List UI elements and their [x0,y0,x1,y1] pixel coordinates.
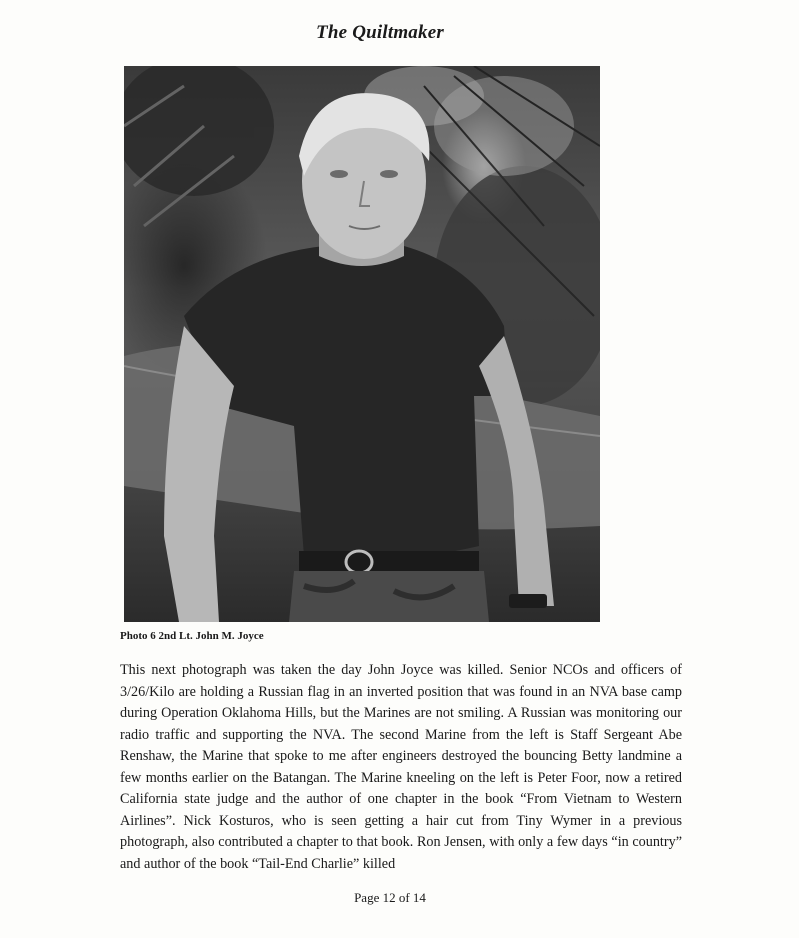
figure-shirt [184,246,509,559]
figure-belt [299,551,479,573]
portrait-illustration [124,66,600,622]
page-number: Page 12 of 14 [354,890,426,905]
figure-trousers [289,571,489,622]
portrait-photo [124,66,600,622]
wristwatch [509,594,547,608]
photo-caption: Photo 6 2nd Lt. John M. Joyce [120,630,264,642]
page-title: The Quiltmaker [316,22,444,43]
body-paragraph: This next photograph was taken the day John Joyce was killed. Senior NCOs and officers of 3/26/Kilo are holding a Russian flag in an inverted position that was found in an NVA base camp during Operation Oklahoma Hills, but the Marines are not smiling. A Russian was monitoring our radio traffic and supporting the NVA. The second Marine from the left is Staff Sergeant Abe Renshaw, the Marine that spoke to me after engineers destroyed the bouncing Betty landmine a few months earlier on the Batangan. The Marine kneeling on the left is Peter Foor, now a retired California state judge and the author of one chapter in the book “From Vietnam to Western Airlines”. Nick Kosturos, who is seen getting a hair cut from Tiny Wymer in a previous photograph, also contributed a chapter to that book. Ron Jensen, with only a few days “in country” and author of the book “Tail-End Charlie” killed [120,662,682,872]
